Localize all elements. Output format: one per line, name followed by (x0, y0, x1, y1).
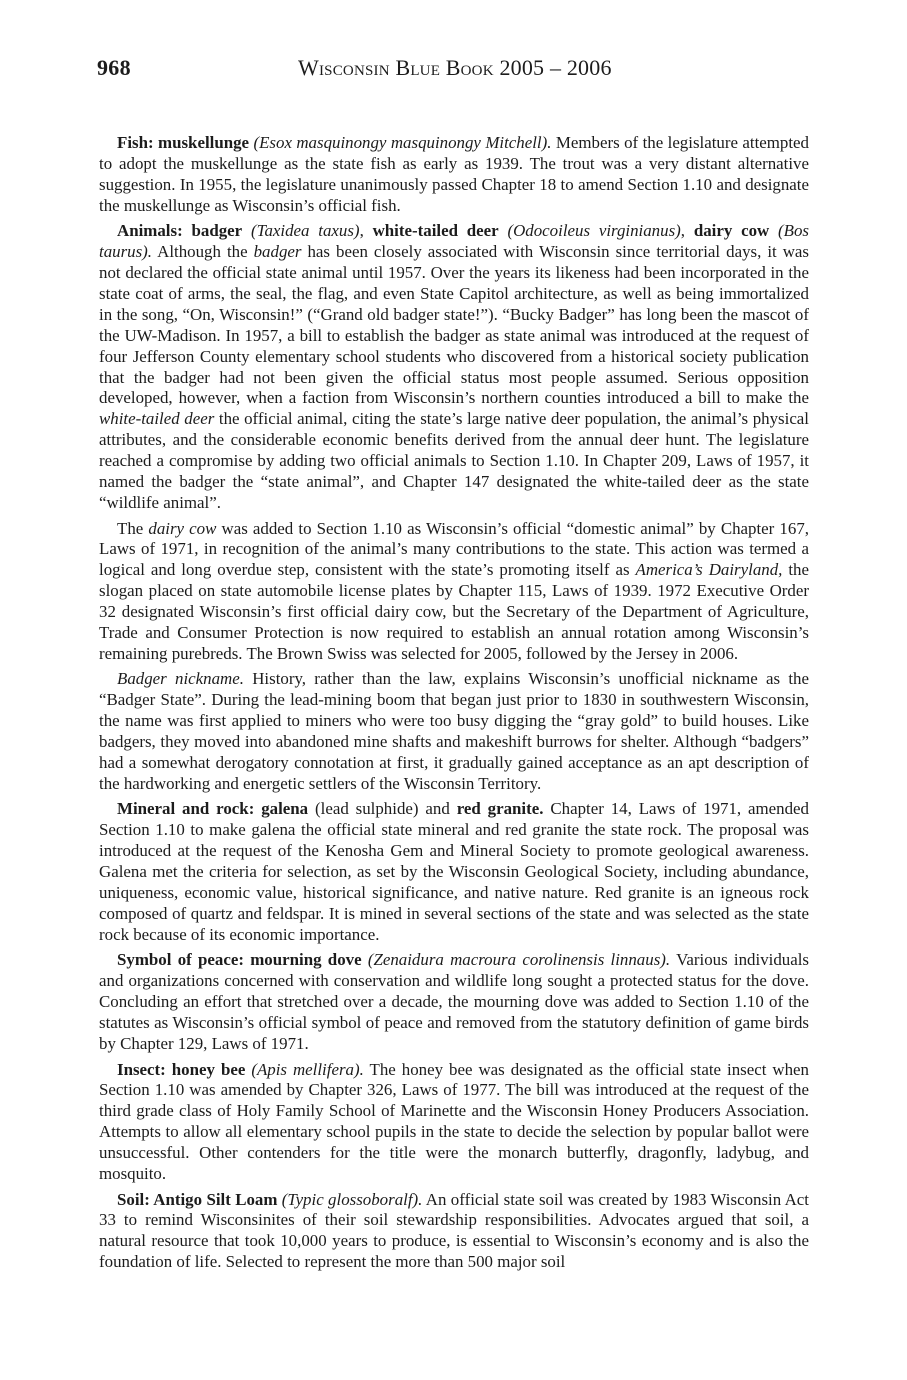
soil-scientific-name: (Typic glossoboralf). (277, 1189, 423, 1209)
bee-scientific-name: (Apis mellifera). (245, 1059, 364, 1079)
body-text (99, 133, 809, 1278)
paragraph-animals (99, 221, 809, 514)
paragraph-mineral-rock (99, 799, 809, 945)
cow-heading: dairy cow (693, 221, 770, 241)
insect-heading: Insect: honey bee (117, 1059, 246, 1079)
mineral-text: (lead sulphide) and (308, 799, 457, 819)
mineral-heading: Mineral and rock: galena (117, 799, 309, 819)
mineral-text: Chapter 14, Laws of 1971, amended Section 1.10 to make galena the official state mineral and red granite the state rock. The proposal was introduced at the request of the Kenosha Gem and Mineral Society to promote geological awareness. Galena met the criteria for selection, as set by the Wisconsin Geological Society, including abundance, uniqueness, economic value, historical significance, and native nature. Red granite is an igneous rock composed of quartz and feldspar. It is mined in several sections of the state and was selected as the state rock because of its economic importance. (99, 799, 810, 944)
separator: , (680, 221, 694, 241)
animals-text: the official animal, citing the state’s large native deer population, the animal’s physical attributes, and the considerable economic benefits derived from the annual deer hunt. The legislature reached a compromise by adding two official animals to Section 1.10. In Chapter 209, Laws of 1957, it named the badger the “state animal”, and Chapter 147 designated the white-tailed deer as the state “wildlife animal”. (99, 409, 810, 512)
badger-emphasis: badger (253, 242, 302, 262)
book-title: Wisconsin Blue Book 2005 – 2006 (298, 55, 612, 80)
animals-heading: Animals: badger (117, 221, 243, 241)
dairy-text: The (117, 518, 149, 538)
deer-emphasis: white-tailed deer (99, 409, 215, 429)
dairy-cow-emphasis: dairy cow (148, 518, 217, 538)
paragraph-fish (99, 133, 809, 217)
nickname-heading: Badger nickname. (117, 669, 244, 689)
dove-scientific-name: (Zenaidura macroura corolinensis linnaus). (361, 950, 671, 970)
peace-text: Various individuals and organizations concerned with conservation and wildlife long sought a protected status for the dove. Concluding an effort that stretched over a decade, the mourning dove was added to Section 1.10 of the statutes as Wisconsin’s official symbol of peace and removed from the statutory definition of game birds by Chapter 129, Laws of 1971. (99, 950, 809, 1054)
fish-heading: Fish: muskellunge (117, 133, 250, 152)
insect-text: The honey bee was designated as the official state insect when Section 1.10 was amended by Chapter 326, Laws of 1977. The bill was introduced at the request of the third grade class of Holy Family School of Marinette and the Wisconsin Honey Producers Association. Attempts to allow all elementary school pupils in the state to decide the selection by popular ballot were unsuccessful. Other contenders for the title were the monarch butterfly, dragonfly, ladybug, and mosquito. (99, 1059, 809, 1184)
nickname-text: History, rather than the law, explains Wisconsin’s unofficial nickname as the “Badger State”. During the lead-mining boom that began just prior to 1830 in southwestern Wisconsin, the name was first applied to miners who were too busy digging the “gray gold” to build houses. Like badgers, they moved into abandoned mine shafts and makeshift burrows for shelter. Although “badgers” had a somewhat derogatory connotation at first, it gradually gained acceptance as an apt description of the hardworking and energetic settlers of the Wisconsin Territory. (99, 669, 810, 793)
animals-text: has been closely associated with Wisconsin since territorial days, it was not declared the official state animal until 1957. Over the years its likeness had been incorporated in the state coat of arms, the seal, the flag, and even State Capitol architecture, as well as being immortalized in the song, “On, Wisconsin!” (“Grand old badger state!”). “Bucky Badger” has long been the mascot of the UW-Madison. In 1957, a bill to establish the badger as state animal was introduced at the request of four Jefferson County elementary school students who discovered from a historical society publication that the badger had not been given the official status most people assumed. Serious opposition developed, however, when a faction from Wisconsin’s northern counties introduced a bill to make the (99, 242, 809, 408)
paragraph-badger-nickname (99, 669, 809, 794)
soil-text: An official state soil was created by 1983 Wisconsin Act 33 to remind Wisconsinites of their soil stewardship responsibilities. Advocates argued that soil, a natural resource that took 10,000 years to produce, is essential to Wisconsin’s economy and is also the foundation of life. Selected to represent the more than 500 major soil (99, 1189, 809, 1272)
cow-scientific-name: (Bos taurus). (99, 221, 810, 262)
slogan-emphasis: America’s Dairyland, (635, 560, 783, 580)
soil-heading: Soil: Antigo Silt Loam (117, 1189, 278, 1209)
badger-scientific-name: (Taxidea taxus) (250, 221, 360, 241)
peace-heading: Symbol of peace: mourning dove (117, 950, 362, 970)
fish-scientific-name: (Esox masquinongy masquinongy Mitchell). (253, 133, 552, 152)
deer-scientific-name: (Odocoileus virginianus) (507, 221, 681, 241)
paragraph-soil (99, 1190, 809, 1274)
separator: , (359, 221, 373, 241)
fish-text: Members of the legislature attempted to adopt the muskellunge as the state fish as early as 1939. The trout was a very distant alternative suggestion. In 1955, the legislature unanimously passed Chapter 18 to amend Section 1.10 and designate the muskellunge as Wisconsin’s official fish. (99, 133, 809, 215)
dairy-text: the slogan placed on state automobile license plates by Chapter 115, Laws of 1939. 1972 Executive Order 32 designated Wisconsin’s first official dairy cow, but the Secretary of the Department of Agriculture, Trade and Consumer Protection is now required to establish an annual rotation among Wisconsin’s remaining purebreds. The Brown Swiss was selected for 2005, followed by the Jersey in 2006. (99, 560, 809, 663)
paragraph-symbol-of-peace (99, 950, 809, 1055)
dairy-text: was added to Section 1.10 as Wisconsin’s official “domestic animal” by Chapter 167, Laws of 1971, in recognition of the animal’s many contributions to the state. This action was termed a logical and long overdue step, consistent with the state’s promoting itself as (99, 518, 809, 580)
deer-heading: white-tailed deer (372, 221, 499, 241)
paragraph-insect (99, 1060, 809, 1185)
page-number: 968 (97, 55, 131, 80)
granite-heading: red granite. (456, 799, 544, 819)
paragraph-dairy-cow (99, 519, 809, 665)
running-head (97, 55, 837, 85)
animals-text: Although the (152, 242, 254, 262)
